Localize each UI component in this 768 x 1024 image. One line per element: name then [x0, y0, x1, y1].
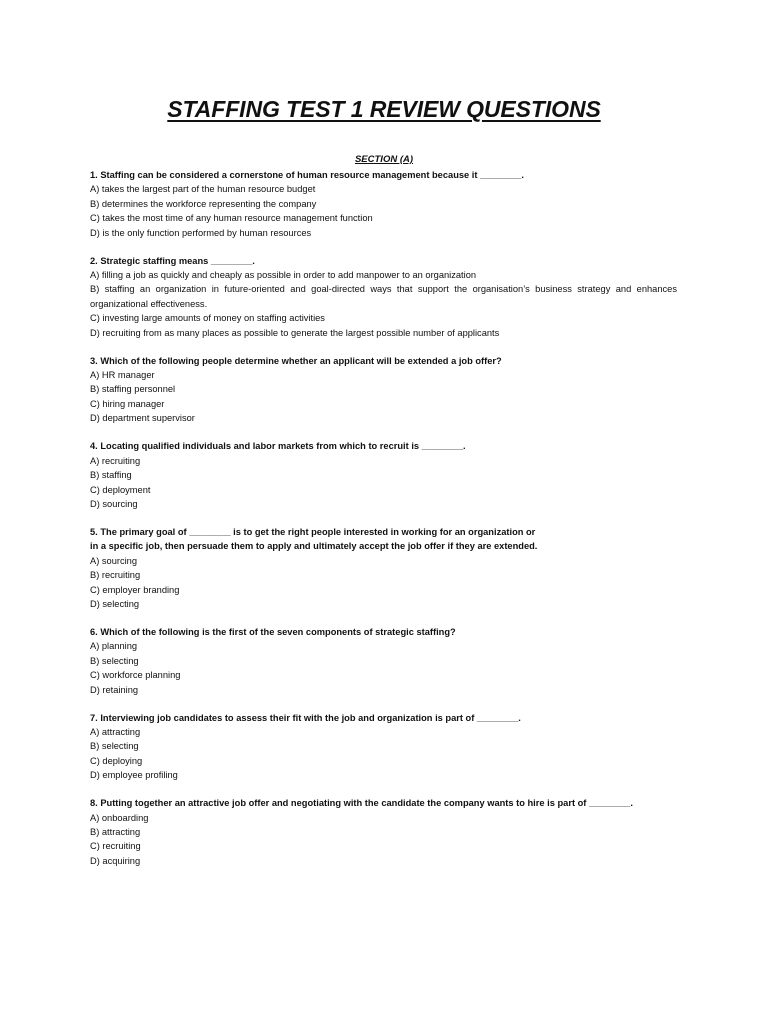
question-stem: 3. Which of the following people determine whether an applicant will be extended a job offer?: [90, 355, 502, 366]
question-list: [90, 168, 677, 882]
answer-option: B) staffing an organization in future-oriented and goal-directed ways that support the organisation’s business strategy and enhances organizational effectiveness.: [90, 284, 677, 309]
answer-option: B) staffing: [90, 470, 132, 481]
question-stem: 1. Staffing can be considered a cornerstone of human resource management because it ________.: [90, 170, 525, 180]
answer-option: B) determines the workforce representing the company: [90, 198, 317, 209]
answer-option: A) sourcing: [90, 555, 138, 566]
answer-option: A) attracting: [90, 726, 141, 737]
question-4: [90, 439, 677, 511]
answer-option: D) recruiting from as many places as possible to generate the largest possible number of applicants: [90, 327, 500, 338]
answer-option: C) investing large amounts of money on staffing activities: [90, 313, 325, 324]
question-5: [90, 525, 677, 611]
question-stem: 5. The primary goal of ________ is to get the right people interested in working for an organization or in a specific job, then persuade them to apply and ultimately accept the job offer if they are extended.: [90, 526, 538, 552]
question-stem: 8. Putting together an attractive job offer and negotiating with the candidate the company wants to hire is part of ________.: [90, 798, 633, 809]
answer-option: A) onboarding: [90, 812, 149, 823]
question-6: [90, 625, 677, 697]
question-stem: 2. Strategic staffing means ________.: [90, 255, 255, 266]
answer-option: C) deployment: [90, 484, 151, 495]
answer-option: B) selecting: [90, 655, 139, 666]
question-stem: 6. Which of the following is the first of the seven components of strategic staffing?: [90, 626, 456, 637]
answer-option: D) employee profiling: [90, 770, 178, 781]
answer-option: C) employer branding: [90, 584, 180, 595]
answer-option: B) staffing personnel: [90, 384, 176, 395]
answer-option: B) selecting: [90, 741, 139, 752]
question-7: [90, 711, 677, 783]
answer-option: A) filling a job as quickly and cheaply as possible in order to add manpower to an organization: [90, 270, 477, 281]
answer-option: C) recruiting: [90, 841, 141, 852]
question-stem: 7. Interviewing job candidates to assess their fit with the job and organization is part of ________.: [90, 712, 521, 723]
answer-option: A) recruiting: [90, 455, 141, 466]
answer-option: D) is the only function performed by human resources: [90, 227, 312, 238]
section-heading: SECTION (A): [354, 154, 414, 165]
answer-option: D) department supervisor: [90, 413, 195, 424]
question-3: [90, 354, 677, 426]
answer-option: C) deploying: [90, 755, 143, 766]
question-8: [90, 796, 677, 868]
answer-option: C) hiring manager: [90, 398, 165, 409]
answer-option: D) selecting: [90, 598, 140, 609]
question-stem: 4. Locating qualified individuals and labor markets from which to recruit is ________.: [90, 441, 466, 452]
document-title: STAFFING TEST 1 REVIEW QUESTIONS: [167, 96, 601, 122]
answer-option: A) takes the largest part of the human resource budget: [90, 184, 316, 195]
answer-option: D) acquiring: [90, 855, 141, 866]
answer-option: B) attracting: [90, 827, 141, 837]
answer-option: B) recruiting: [90, 570, 141, 581]
answer-option: C) takes the most time of any human resource management function: [90, 213, 373, 224]
answer-option: A) HR manager: [90, 370, 155, 381]
answer-option: D) sourcing: [90, 498, 138, 509]
answer-option: D) retaining: [90, 684, 139, 695]
answer-option: A) planning: [90, 641, 138, 652]
answer-option: C) workforce planning: [90, 670, 181, 681]
question-1: [90, 168, 677, 240]
question-2: [90, 254, 677, 340]
